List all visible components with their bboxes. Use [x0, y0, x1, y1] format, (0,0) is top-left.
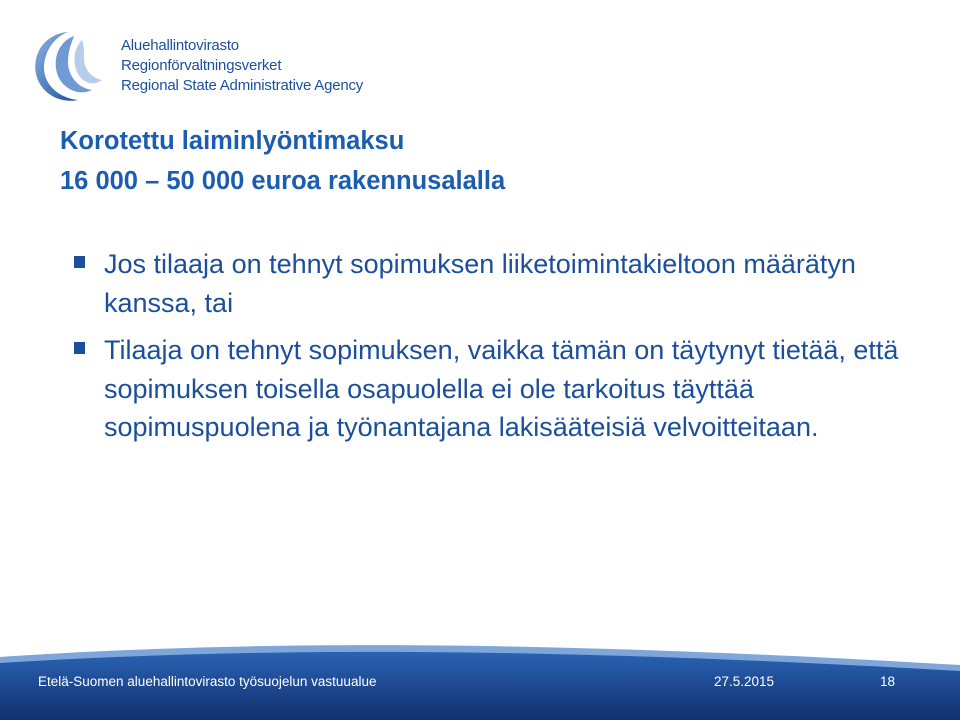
slide-title-line1: Korotettu laiminlyöntimaksu [60, 127, 405, 155]
bullet-text: Jos tilaaja on tehnyt sopimuksen liiketoimintakieltoon määrätyn kanssa, tai [104, 249, 856, 318]
avi-logo-icon [28, 26, 110, 108]
bullet-square-icon [74, 256, 85, 268]
slide-title [60, 121, 505, 201]
page-number: 18 [880, 674, 896, 689]
footer-date: 27.5.2015 [714, 674, 775, 689]
org-name-sv: Regionförvaltningsverket [121, 57, 282, 74]
bullet-item [74, 245, 934, 322]
bullet-text: Tilaaja on tehnyt sopimuksen, vaikka tämän on täytynyt tietää, että sopimuksen toisella osapuolella ei ole tarkoitus täyttää sopimuspuolena ja työnantajana lakisääteisiä velvoitteitaan. [104, 335, 899, 442]
bullet-item [74, 331, 934, 447]
org-name [121, 36, 363, 96]
org-name-en: Regional State Administrative Agency [121, 77, 364, 94]
slide-title-line2: 16 000 – 50 000 euroa rakennusalalla [60, 167, 506, 195]
org-name-fi: Aluehallintovirasto [121, 37, 239, 54]
bullet-square-icon [74, 342, 85, 354]
footer-organization: Etelä-Suomen aluehallintovirasto työsuojelun vastuualue [38, 674, 377, 689]
bullet-list [74, 245, 934, 456]
